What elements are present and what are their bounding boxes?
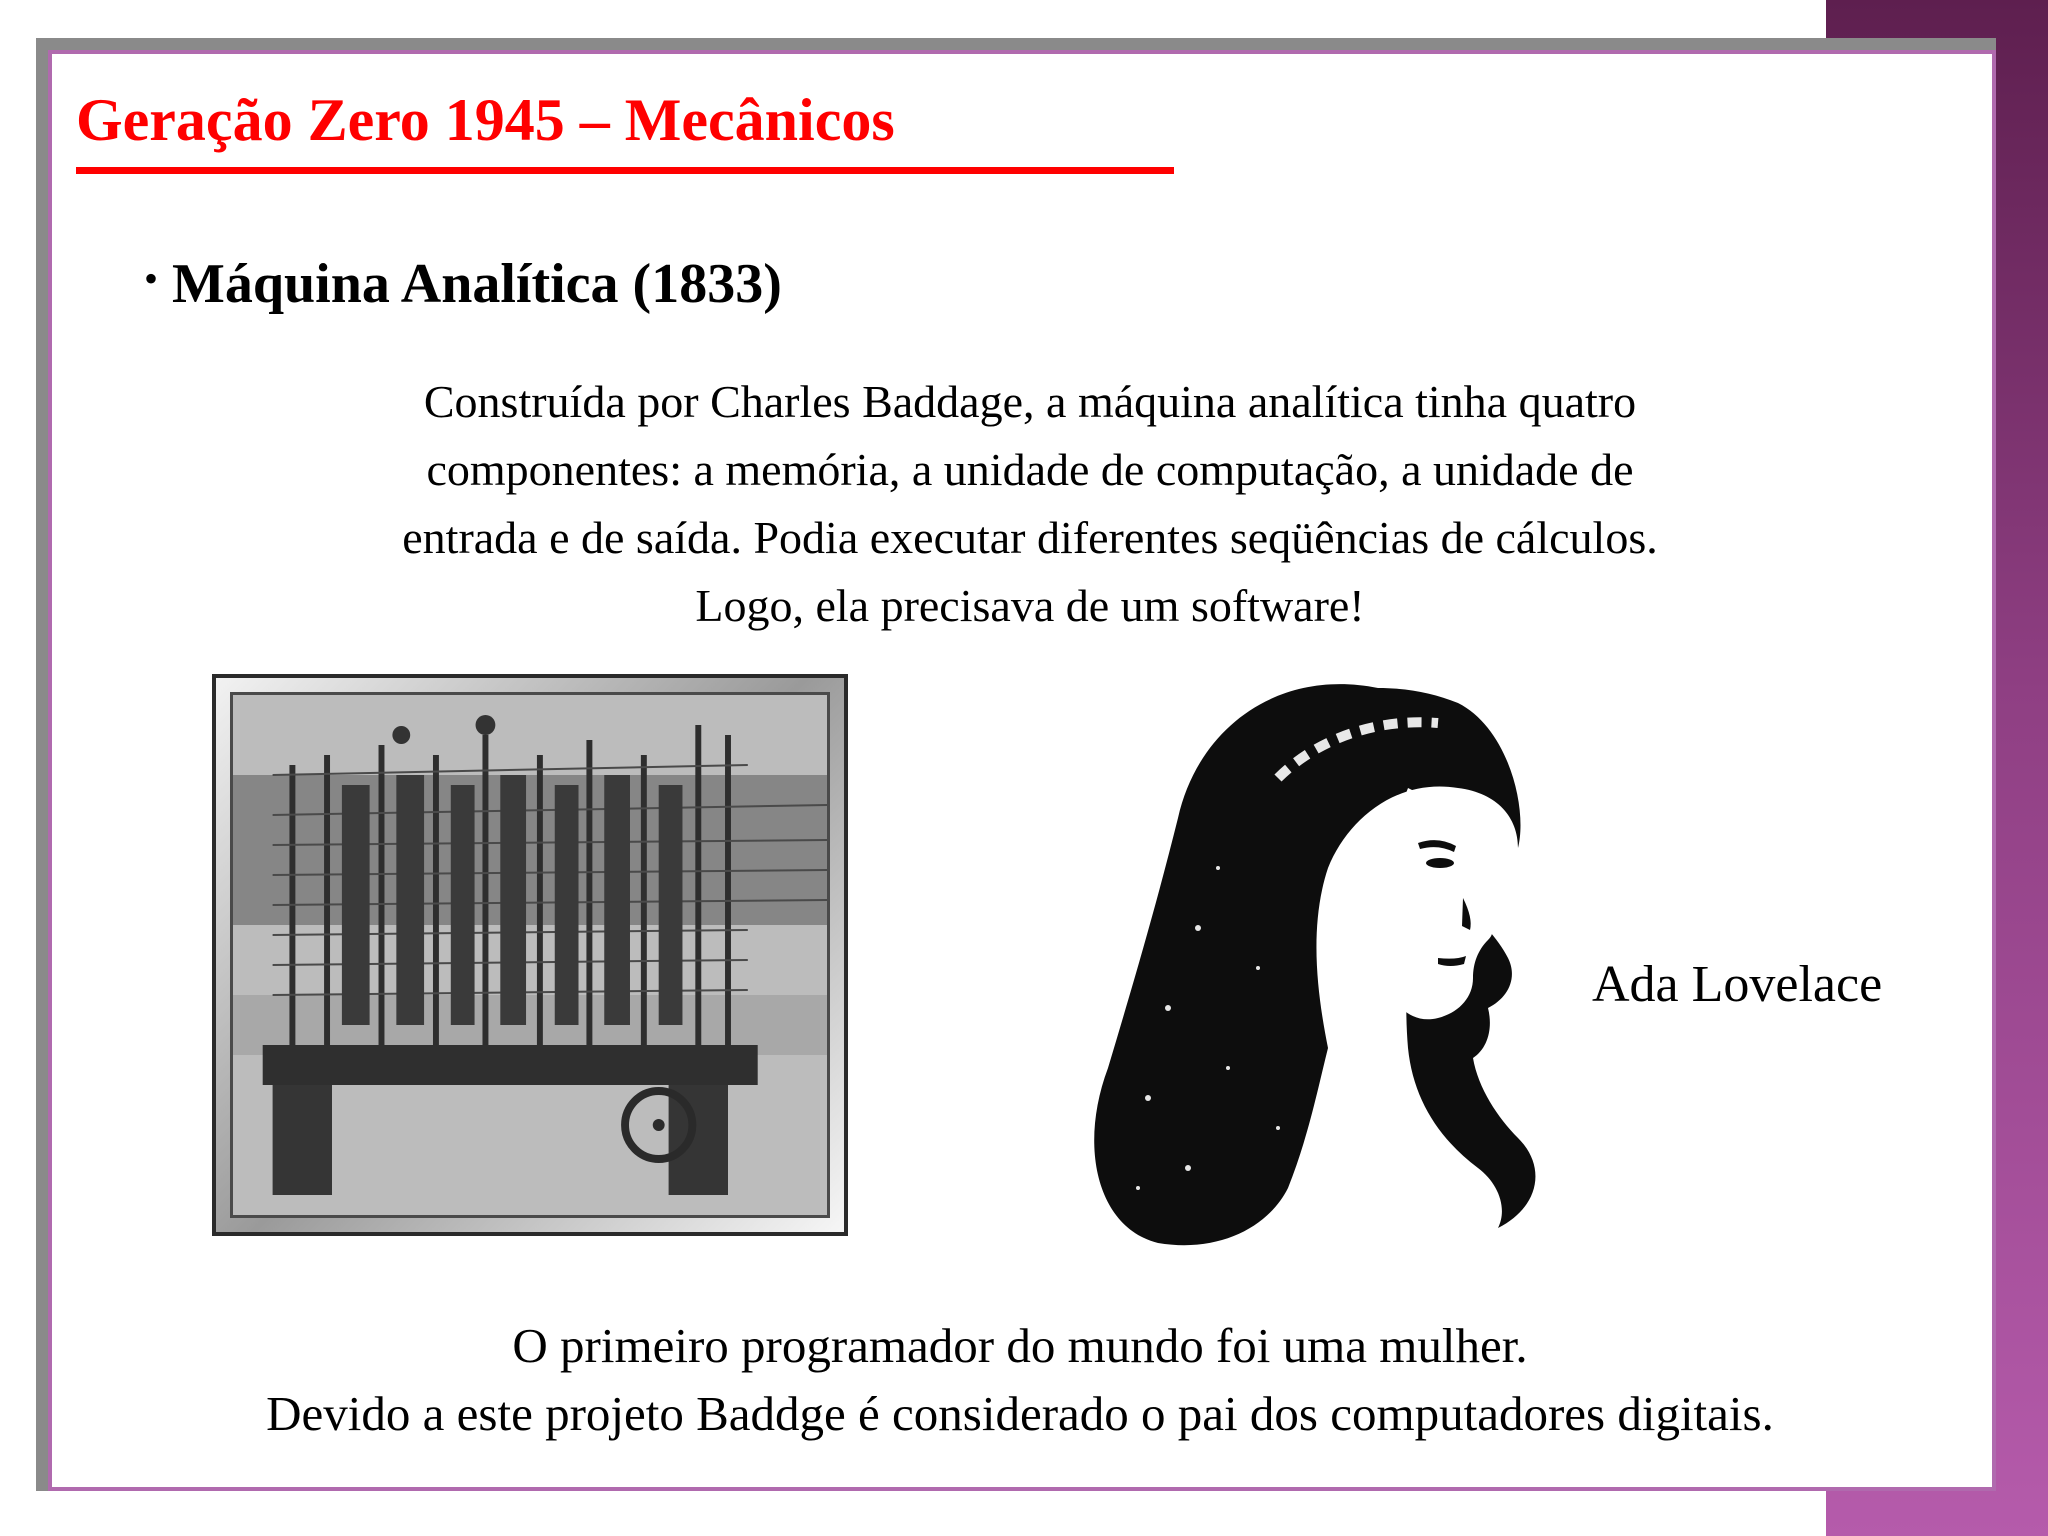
bullet-text: Máquina Analítica (1833) [172, 253, 782, 315]
closing-line: O primeiro programador do mundo foi uma mulher. [512, 1318, 1528, 1373]
paragraph-line: Construída por Charles Baddage, a máquina analítica tinha quatro [423, 376, 1637, 427]
paragraph-line: entrada e de saída. Podia executar diferentes seqüências de cálculos. [402, 512, 1658, 563]
closing-statement [60, 1312, 1980, 1448]
closing-line: Devido a este projeto Baddge é considerado o pai dos computadores digitais. [266, 1386, 1774, 1441]
slide-title: Geração Zero 1945 – Mecânicos [76, 87, 895, 153]
description-paragraph [220, 368, 1840, 640]
bullet-heading [144, 252, 782, 316]
ada-lovelace-illustration [1078, 668, 1558, 1248]
analytical-engine-photo [212, 674, 848, 1236]
paragraph-line: componentes: a memória, a unidade de computação, a unidade de [426, 444, 1634, 495]
analytical-engine-illustration [233, 695, 827, 1215]
analytical-engine-photo-inner [230, 692, 830, 1218]
portrait-caption: Ada Lovelace [1592, 956, 1883, 1013]
paragraph-line: Logo, ela precisava de um software! [695, 580, 1365, 631]
bullet-icon: • [144, 256, 159, 301]
title-underline [76, 167, 1174, 174]
ada-lovelace-portrait [1078, 668, 1558, 1248]
